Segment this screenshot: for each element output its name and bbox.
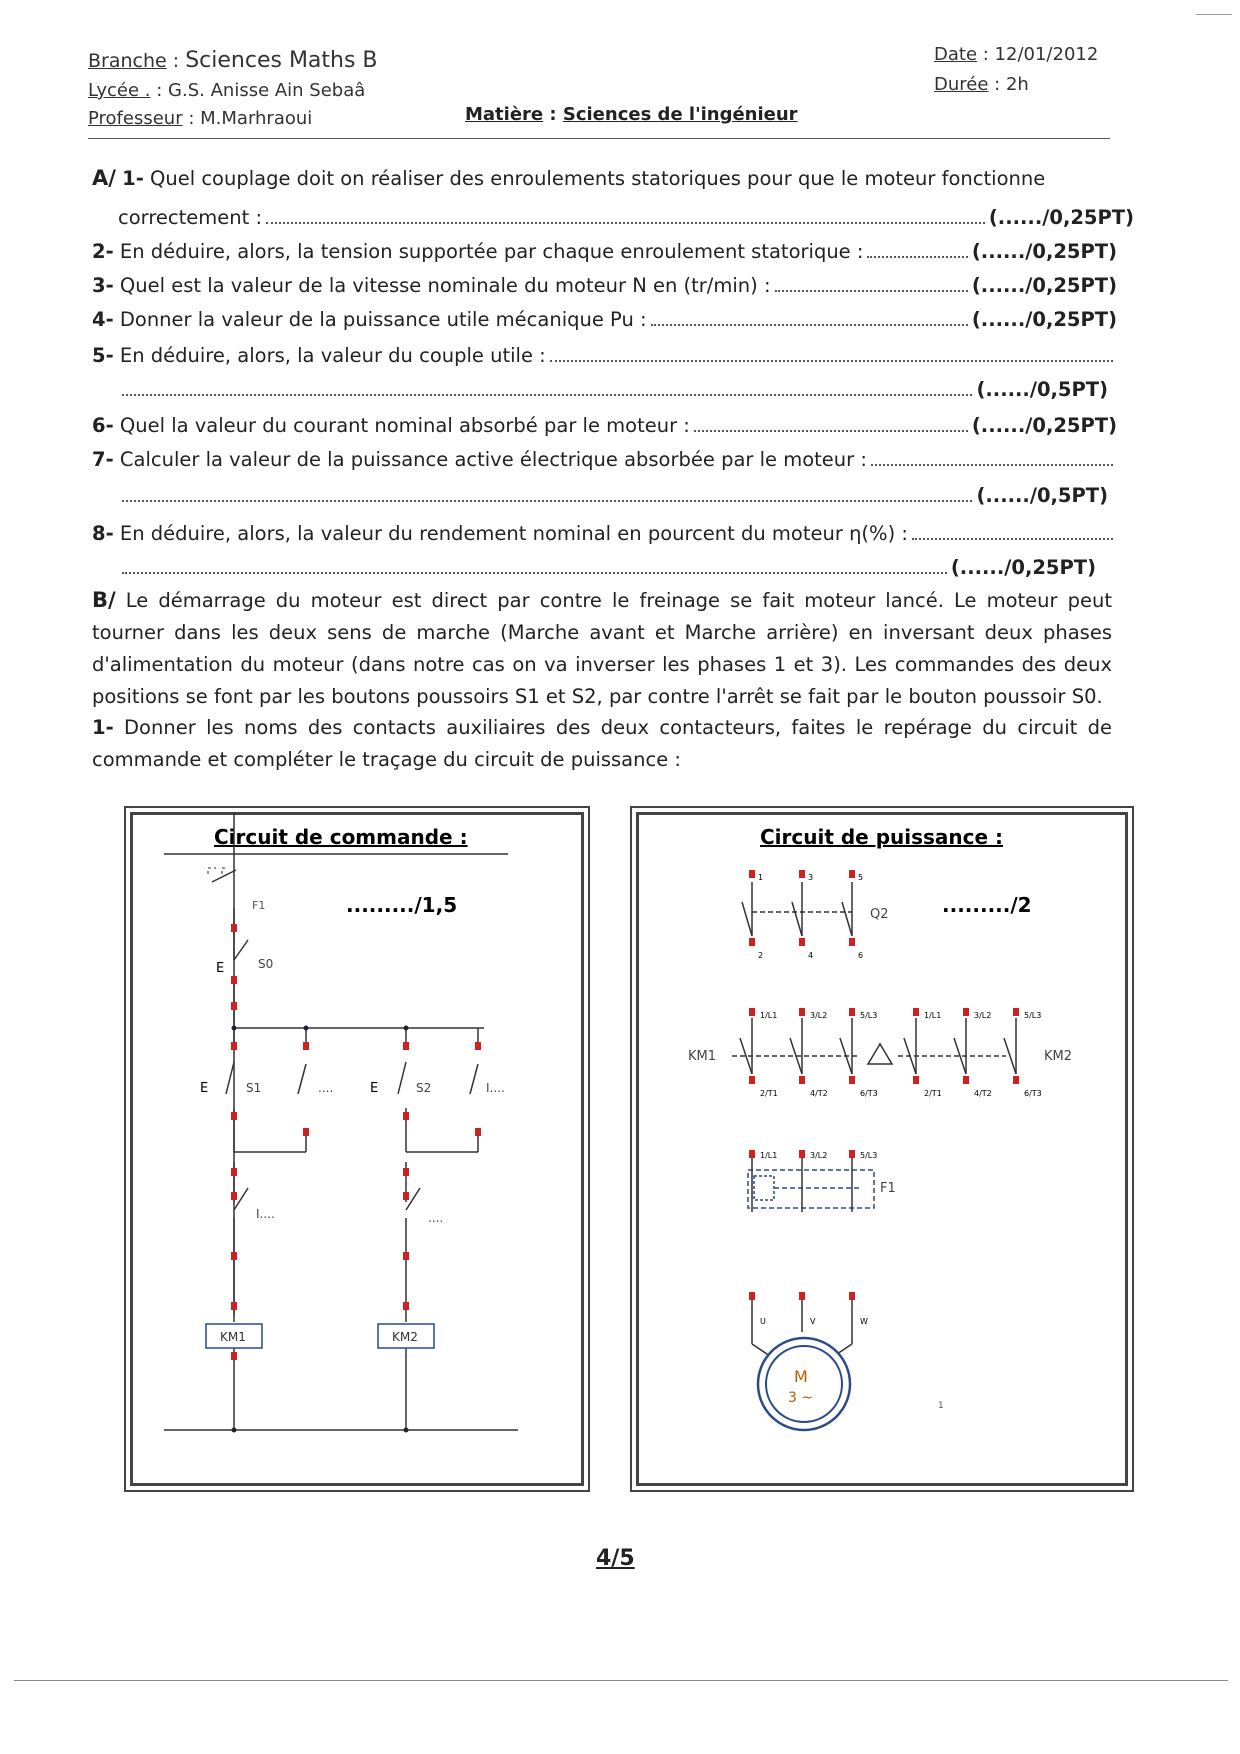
km1-label: KM1 [688,1049,717,1064]
km2-l1: 1/L1 [924,1011,942,1020]
question-a5 [92,344,1117,368]
q8-num: 8- [92,522,114,545]
e-label: E [216,961,225,976]
question-a5-cont [118,378,1108,402]
answer-dots [122,571,947,574]
km1-t1: 2/T1 [760,1089,778,1098]
question-a7 [92,448,1117,472]
date-line [934,44,1098,65]
professeur-label: Professeur [88,108,183,129]
q7-num: 7- [92,448,114,471]
km2-t3: 6/T3 [1024,1089,1042,1098]
matiere-line: Matière : Sciences de l'ingénieur [465,104,798,125]
q4-num: 4- [92,308,114,331]
answer-dots [651,323,968,326]
f1-l3: 5/L3 [860,1151,878,1160]
aux-dots-e: .... [428,1211,444,1225]
professeur-value: : M.Marhraoui [188,108,313,129]
aux-dots-c: I.... [256,1207,275,1221]
b-q1-text: Donner les noms des contacts auxiliaires des deux contacteurs, faites le repérage du circuit de commande et compléter le traçage du circuit de puissance : [92,716,1112,771]
q1-text: Quel couplage doit on réaliser des enroulements statoriques pour que le moteur fonctionne [150,167,1046,190]
question-a7-cont [118,484,1108,508]
q2-text: En déduire, alors, la tension supportée par chaque enroulement statorique : [119,240,864,263]
motor-m: M [794,1367,808,1386]
motor-v: V [810,1317,816,1326]
footer-rule [14,1680,1228,1681]
q1-num: 1- [122,167,144,190]
q5-points: (....../0,5PT) [976,378,1108,401]
motor-phase: 3 ~ [788,1390,814,1406]
answer-dots [122,499,972,502]
f1-l2: 3/L2 [810,1151,828,1160]
q7-points: (....../0,5PT) [976,484,1108,507]
km1-t3: 6/T3 [860,1089,878,1098]
question-a6 [92,414,1117,438]
answer-dots [266,221,985,224]
q4-text: Donner la valeur de la puissance utile mécanique Pu : [119,308,647,331]
answer-dots [122,393,972,396]
f1-l1: 1/L1 [760,1151,778,1160]
km2-t2: 4/T2 [974,1089,992,1098]
answer-dots [775,289,968,292]
q6-num: 6- [92,414,114,437]
q8-text: En déduire, alors, la valeur du rendement nominal en pourcent du moteur η(%) : [119,522,908,545]
page-number: 4/5 [596,1546,635,1571]
q4-points: (....../0,25PT) [971,308,1117,331]
part-b-text: Le démarrage du moteur est direct par contre le freinage se fait moteur lancé. Le moteur peut tourner dans les deux sens de marche (Marche avant et Marche arrière) en inversant deux phases d'alimentation du moteur (dans notre cas on va inverser les phases 1 et 3). Les commandes des deux positions se font par les boutons poussoirs S1 et S2, par contre l'arrêt se fait par le bouton poussoir S0. [92,589,1113,708]
e-label: E [370,1081,379,1096]
q5-num: 5- [92,344,114,367]
answer-dots [871,463,1113,466]
date-value: : 12/01/2012 [982,44,1099,65]
command-title: Circuit de commande : [214,825,468,849]
question-a8 [92,522,1117,546]
aux-dots-b: I.... [486,1081,505,1095]
b-q1-num: 1- [92,716,114,739]
km1-l2: 3/L2 [810,1011,828,1020]
duree-value: : 2h [994,74,1029,95]
matiere-value: Sciences de l'ingénieur [562,104,798,125]
part-a-marker: A/ [92,166,116,190]
duree-line [934,74,1029,95]
motor-u: U [760,1317,766,1326]
s2-label: S2 [416,1081,432,1095]
km2-t1: 2/T1 [924,1089,942,1098]
q1-cont: correctement : [118,206,263,229]
branche-label: Branche [88,50,167,72]
s0-label: S0 [258,957,274,971]
command-score: ........./1,5 [346,893,458,917]
q2-t2: 2 [758,951,764,960]
q2-points: (....../0,25PT) [971,240,1117,263]
answer-dots [867,255,967,258]
branche-value: Sciences Maths B [185,48,378,73]
q2-t5: 5 [858,873,864,882]
q3-points: (....../0,25PT) [971,274,1117,297]
e-label: E [200,1081,209,1096]
question-a4 [92,308,1117,332]
q3-text: Quel est la valeur de la vitesse nominale du moteur N en (tr/min) : [119,274,771,297]
lycee-label: Lycée . [88,80,151,101]
km2-l3: 5/L3 [1024,1011,1042,1020]
question-a3 [92,274,1117,298]
answer-dots [912,537,1113,540]
f1-label: F1 [252,899,266,912]
s1-label: S1 [246,1081,262,1095]
km2-coil-label: KM2 [392,1330,418,1344]
km2-l2: 3/L2 [974,1011,992,1020]
q3-num: 3- [92,274,114,297]
answer-dots [550,359,1113,362]
header-rule [88,138,1110,139]
professeur-line [88,108,312,129]
lycee-value: : G.S. Anisse Ain Sebaâ [156,80,366,101]
q8-points: (....../0,25PT) [950,556,1096,579]
command-circuit-diagram [130,812,584,1486]
q6-text: Quel la valeur du courant nominal absorbé par le moteur : [119,414,690,437]
km1-l1: 1/L1 [760,1011,778,1020]
km1-t2: 4/T2 [810,1089,828,1098]
q2-label: Q2 [870,907,889,922]
km1-coil-label: KM1 [220,1330,246,1344]
branche-line: Branche : Sciences Maths B [88,48,378,73]
f1-relay-label: F1 [880,1181,896,1196]
power-title: Circuit de puissance : [760,825,1004,849]
part-b-marker: B/ [92,588,116,612]
date-label: Date [934,44,978,65]
question-a2 [92,240,1117,264]
q2-t6: 6 [858,951,864,960]
part-b-paragraph [92,584,1112,713]
aux-dots-a: .... [318,1081,334,1095]
q2-t1: 1 [758,873,764,882]
q1-points: (....../0,25PT) [988,206,1134,229]
q6-points: (....../0,25PT) [971,414,1117,437]
q7-text: Calculer la valeur de la puissance active électrique absorbée par le moteur : [119,448,867,471]
km2-label: KM2 [1044,1049,1073,1064]
matiere-label: Matière [465,104,544,125]
lycee-line [88,80,365,101]
part-b-question-1 [92,712,1112,776]
duree-label: Durée [934,74,989,95]
km1-l3: 5/L3 [860,1011,878,1020]
q2-num: 2- [92,240,114,263]
q2-t4: 4 [808,951,814,960]
motor-w: W [860,1317,868,1326]
question-a1-cont [118,206,1134,230]
question-a8-cont [118,556,1096,580]
question-a1 [92,166,1117,191]
answer-dots [694,429,968,432]
stray-mark: 1 [938,1401,944,1411]
power-circuit-diagram [636,812,1128,1486]
q5-text: En déduire, alors, la valeur du couple utile : [119,344,546,367]
q2-t3: 3 [808,873,814,882]
corner-mark [1196,14,1232,15]
power-score: ........./2 [942,893,1032,917]
